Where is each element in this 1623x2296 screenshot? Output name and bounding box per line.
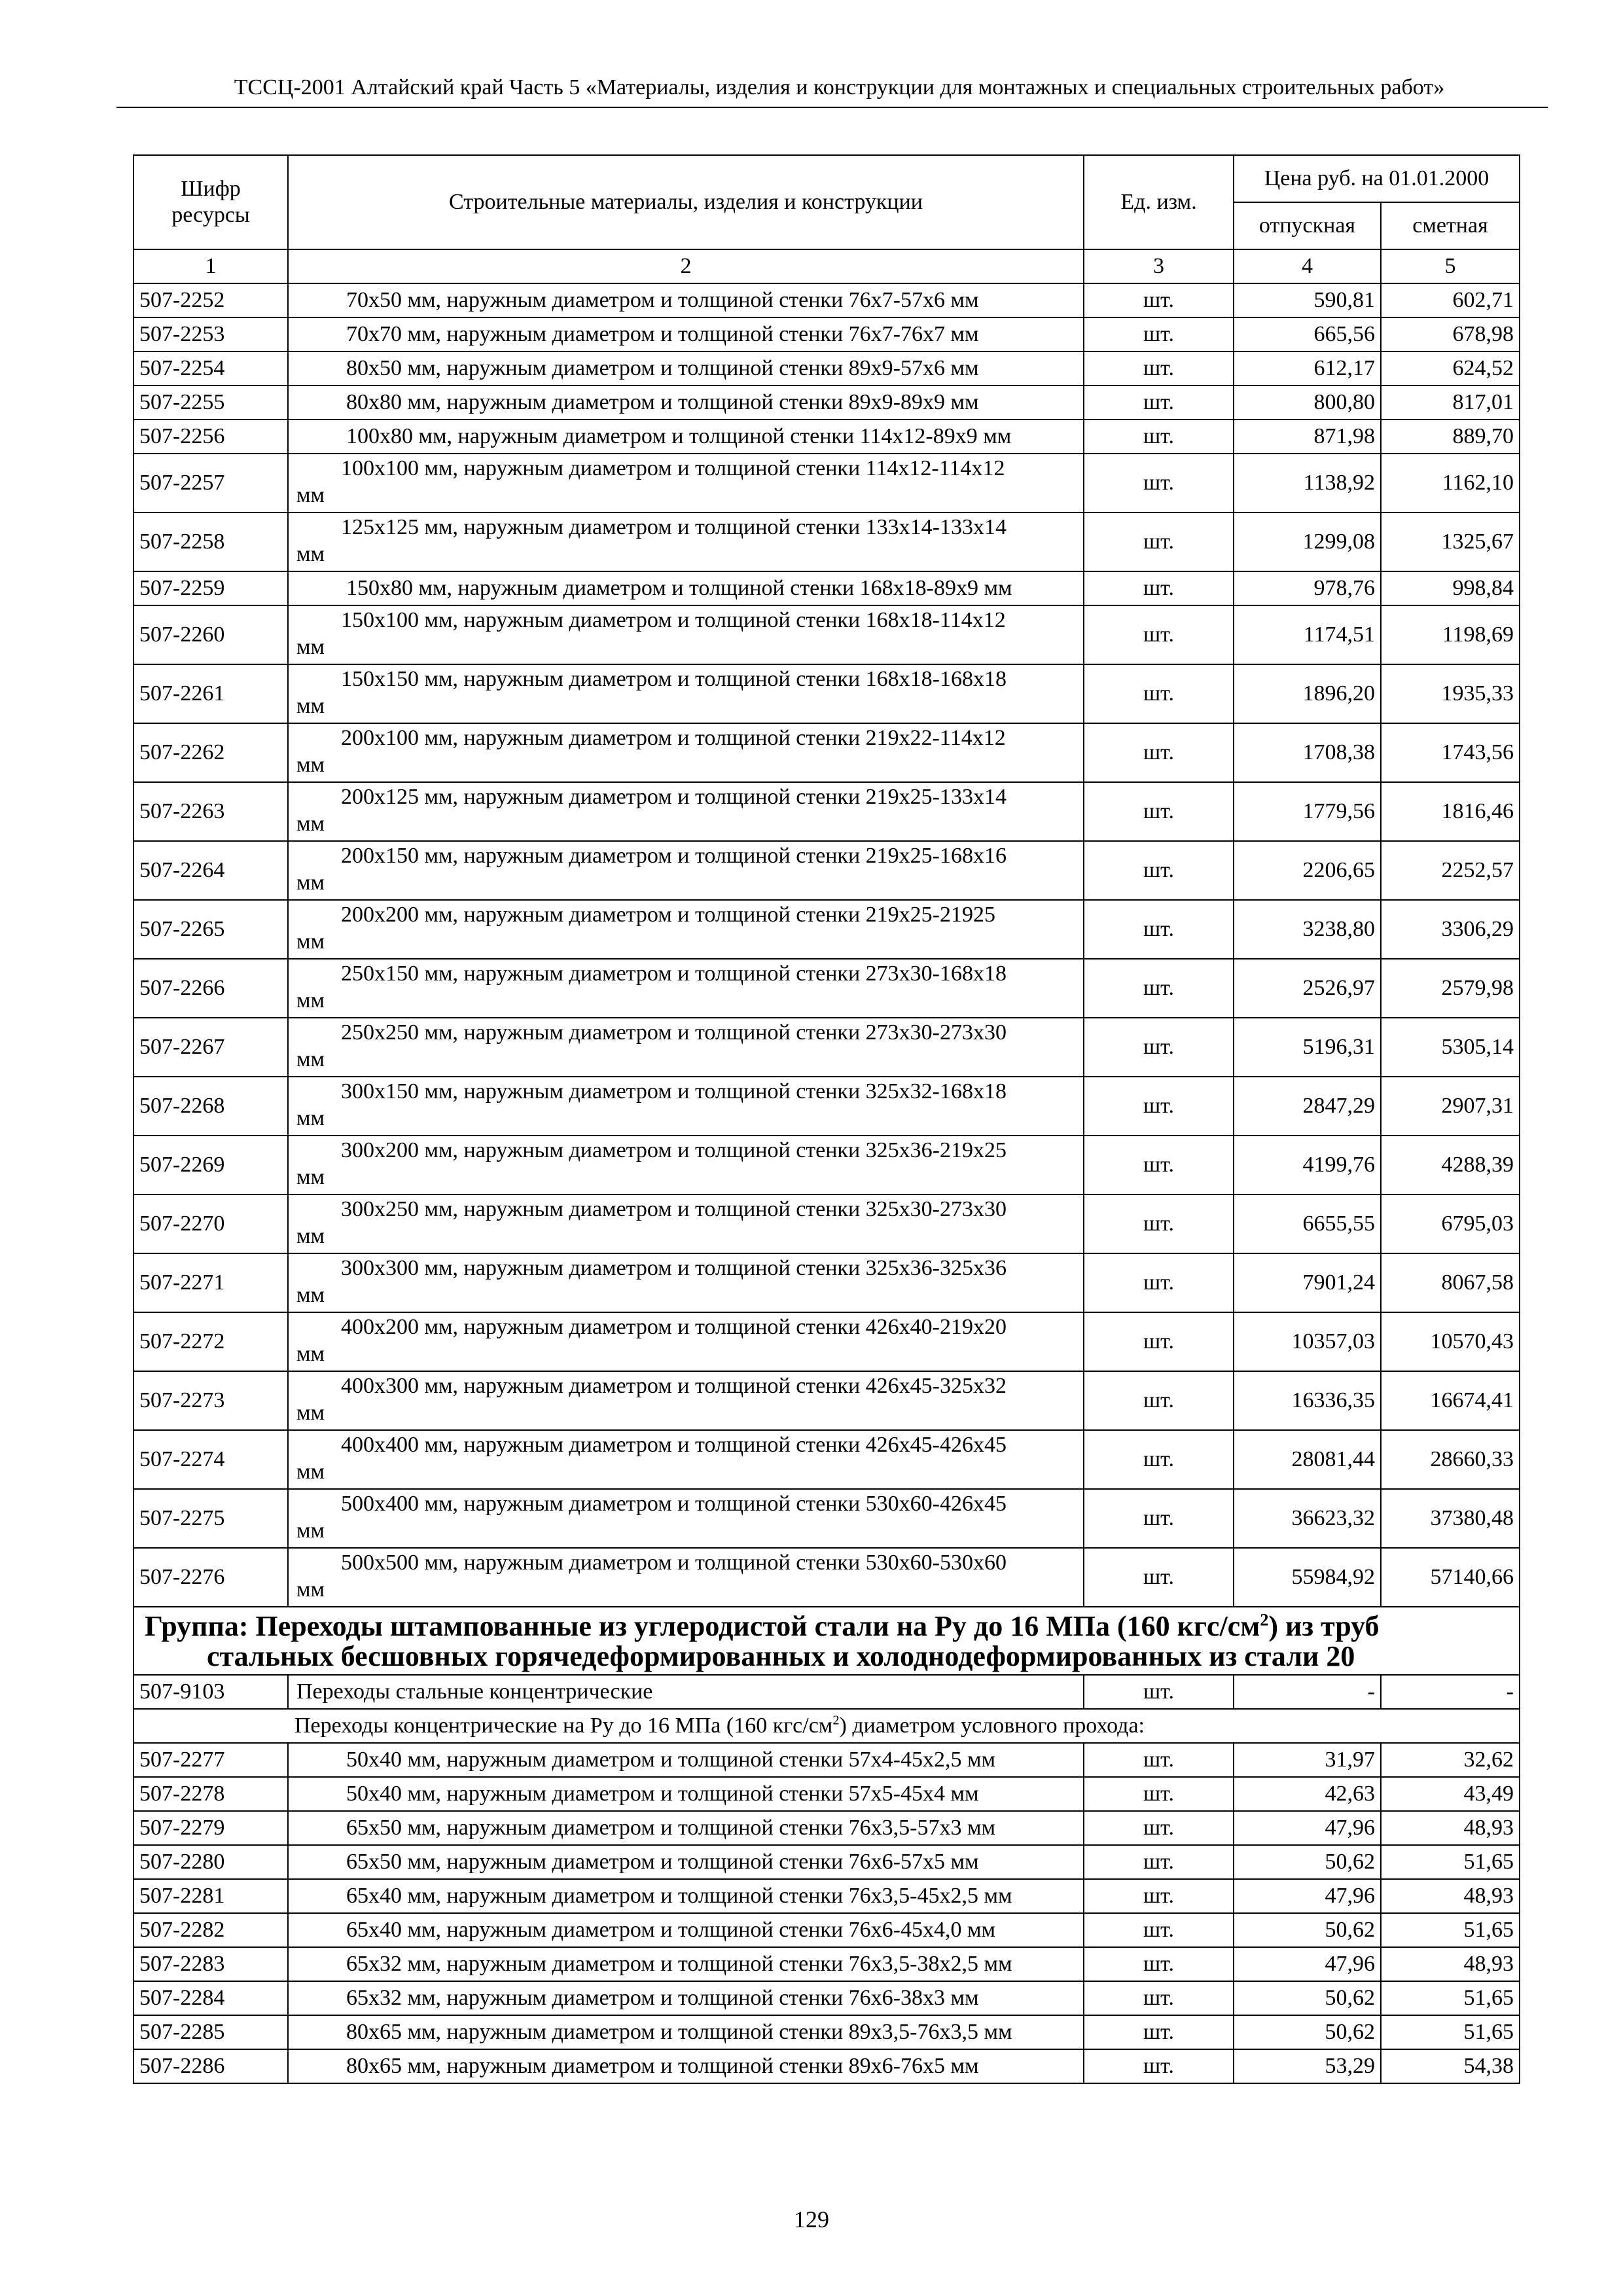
release-price: 6655,55 <box>1234 1194 1381 1253</box>
release-price: 612,17 <box>1234 351 1381 386</box>
item-description <box>288 454 1084 512</box>
item-description-line: 400х300 мм, наружным диаметром и толщиной стенки 426х45-325х32 <box>341 1374 1007 1398</box>
col-number: 2 <box>288 249 1084 283</box>
resource-code: 507-2258 <box>134 512 288 571</box>
release-price: 3238,80 <box>1234 900 1381 959</box>
estimate-price: 48,93 <box>1381 1811 1520 1845</box>
release-price: 31,97 <box>1234 1743 1381 1777</box>
release-price: 10357,03 <box>1234 1312 1381 1371</box>
item-description-unit: мм <box>296 1283 325 1307</box>
item-description-unit: мм <box>296 753 325 777</box>
resource-code: 507-2268 <box>134 1077 288 1136</box>
estimate-price: 2907,31 <box>1381 1077 1520 1136</box>
item-description-unit: мм <box>296 1224 325 1248</box>
table-head <box>134 155 1520 283</box>
estimate-price: 1935,33 <box>1381 664 1520 723</box>
resource-code: 507-2254 <box>134 351 288 386</box>
resource-code: 507-2266 <box>134 959 288 1018</box>
estimate-price: 37380,48 <box>1381 1489 1520 1548</box>
resource-code: 507-2256 <box>134 420 288 454</box>
item-description: 80х50 мм, наружным диаметром и толщиной стенки 89х9-57х6 мм <box>288 351 1084 386</box>
item-description <box>288 664 1084 723</box>
release-price: 55984,92 <box>1234 1548 1381 1607</box>
estimate-price: - <box>1381 1675 1520 1709</box>
table-row <box>134 959 1520 1018</box>
resource-code: 507-2261 <box>134 664 288 723</box>
group-heading-line-2: стальных бесшовных горячедеформированных и холоднодеформированных из стали 20 <box>207 1640 1355 1672</box>
table-row <box>134 571 1520 605</box>
table-row <box>134 841 1520 900</box>
release-price: 4199,76 <box>1234 1136 1381 1194</box>
group-heading-text: ) из труб <box>1268 1610 1380 1642</box>
estimate-price: 1162,10 <box>1381 454 1520 512</box>
estimate-price: 2579,98 <box>1381 959 1520 1018</box>
col-code-header: Шифр ресурсы <box>134 155 288 249</box>
item-description-line: 200х150 мм, наружным диаметром и толщиной стенки 219х25-168х16 <box>341 844 1007 868</box>
release-price: 7901,24 <box>1234 1253 1381 1312</box>
table-row <box>134 605 1520 664</box>
estimate-price: 51,65 <box>1381 1845 1520 1879</box>
item-description-unit: мм <box>296 1518 325 1543</box>
table-row <box>134 1018 1520 1077</box>
item-description-unit: мм <box>296 635 325 659</box>
col-release-price-header: отпускная <box>1234 202 1381 249</box>
item-description-unit: мм <box>296 1106 325 1130</box>
subheading-text: Переходы концентрические на Ру до 16 МПа (160 кгс/см <box>294 1713 833 1738</box>
item-description: 80х80 мм, наружным диаметром и толщиной стенки 89х9-89х9 мм <box>288 386 1084 420</box>
item-description-line: 200х125 мм, наружным диаметром и толщиной стенки 219х25-133х14 <box>341 785 1007 809</box>
estimate-price: 602,71 <box>1381 283 1520 317</box>
release-price: 47,96 <box>1234 1811 1381 1845</box>
item-description <box>288 1489 1084 1548</box>
item-description-line: 500х500 мм, наружным диаметром и толщиной стенки 530х60-530х60 <box>341 1551 1007 1575</box>
resource-code: 507-2260 <box>134 605 288 664</box>
item-description <box>288 1548 1084 1607</box>
table-row <box>134 1371 1520 1430</box>
release-price: 5196,31 <box>1234 1018 1381 1077</box>
resource-code: 507-2279 <box>134 1811 288 1845</box>
item-description: 50х40 мм, наружным диаметром и толщиной стенки 57х5-45х4 мм <box>288 1777 1084 1811</box>
table-row <box>134 1675 1520 1709</box>
subheading-text: ) диаметром условного прохода: <box>839 1713 1145 1738</box>
release-price: 665,56 <box>1234 317 1381 351</box>
table-row <box>134 782 1520 841</box>
table-row <box>134 1845 1520 1879</box>
table-row <box>134 1811 1520 1845</box>
table-row <box>134 1489 1520 1548</box>
release-price: 1138,92 <box>1234 454 1381 512</box>
release-price: 978,76 <box>1234 571 1381 605</box>
item-description-unit: мм <box>296 929 325 954</box>
table-row <box>134 420 1520 454</box>
col-name-header: Строительные материалы, изделия и конструкции <box>288 155 1084 249</box>
release-price: 1299,08 <box>1234 512 1381 571</box>
unit-of-measure: шт. <box>1084 386 1234 420</box>
item-description <box>288 605 1084 664</box>
resource-code: 507-2274 <box>134 1430 288 1489</box>
release-price: 50,62 <box>1234 1913 1381 1947</box>
item-description-line: 300х150 мм, наружным диаметром и толщиной стенки 325х32-168х18 <box>341 1079 1007 1103</box>
estimate-price: 3306,29 <box>1381 900 1520 959</box>
page-number: 129 <box>794 2206 829 2233</box>
release-price: 2206,65 <box>1234 841 1381 900</box>
table-row <box>134 1879 1520 1913</box>
table-body <box>134 283 1520 2083</box>
table-row <box>134 283 1520 317</box>
resource-code: 507-2257 <box>134 454 288 512</box>
table-row <box>134 1947 1520 1981</box>
unit-of-measure: шт. <box>1084 317 1234 351</box>
unit-of-measure: шт. <box>1084 1136 1234 1194</box>
resource-code: 507-2270 <box>134 1194 288 1253</box>
table-row <box>134 1913 1520 1947</box>
group-heading <box>134 1607 1520 1675</box>
table-row <box>134 1548 1520 1607</box>
item-description: 70х70 мм, наружным диаметром и толщиной стенки 76х7-76х7 мм <box>288 317 1084 351</box>
estimate-price: 57140,66 <box>1381 1548 1520 1607</box>
unit-of-measure: шт. <box>1084 512 1234 571</box>
release-price: 47,96 <box>1234 1947 1381 1981</box>
unit-of-measure: шт. <box>1084 283 1234 317</box>
release-price: 1896,20 <box>1234 664 1381 723</box>
col-estimate-price-header: сметная <box>1381 202 1520 249</box>
unit-of-measure: шт. <box>1084 664 1234 723</box>
resource-code: 507-2264 <box>134 841 288 900</box>
header-rule <box>116 107 1548 108</box>
resource-code: 507-2283 <box>134 1947 288 1981</box>
release-price: - <box>1234 1675 1381 1709</box>
table-row <box>134 1194 1520 1253</box>
estimate-price: 28660,33 <box>1381 1430 1520 1489</box>
estimate-price: 1325,67 <box>1381 512 1520 571</box>
table-row <box>134 1253 1520 1312</box>
estimate-price: 43,49 <box>1381 1777 1520 1811</box>
group-heading-row <box>134 1607 1520 1675</box>
table-row <box>134 664 1520 723</box>
item-description: 70х50 мм, наружным диаметром и толщиной стенки 76х7-57х6 мм <box>288 283 1084 317</box>
estimate-price: 8067,58 <box>1381 1253 1520 1312</box>
table-row <box>134 1743 1520 1777</box>
item-description: 65х40 мм, наружным диаметром и толщиной стенки 76х6-45х4,0 мм <box>288 1913 1084 1947</box>
item-description <box>288 1430 1084 1489</box>
resource-code: 507-2276 <box>134 1548 288 1607</box>
estimate-price: 51,65 <box>1381 1981 1520 2015</box>
unit-of-measure: шт. <box>1084 2015 1234 2049</box>
release-price: 42,63 <box>1234 1777 1381 1811</box>
item-description-line: 300х250 мм, наружным диаметром и толщиной стенки 325х30-273х30 <box>341 1197 1007 1221</box>
resource-code: 507-2285 <box>134 2015 288 2049</box>
item-description: 65х32 мм, наружным диаметром и толщиной стенки 76х3,5-38х2,5 мм <box>288 1947 1084 1981</box>
item-description-unit: мм <box>296 1401 325 1425</box>
item-description-line: 100х100 мм, наружным диаметром и толщиной стенки 114х12-114х12 <box>341 456 1005 480</box>
unit-of-measure: шт. <box>1084 1018 1234 1077</box>
item-description: 65х40 мм, наружным диаметром и толщиной стенки 76х3,5-45х2,5 мм <box>288 1879 1084 1913</box>
unit-of-measure: шт. <box>1084 1981 1234 2015</box>
item-description-line: 500х400 мм, наружным диаметром и толщиной стенки 530х60-426х45 <box>341 1492 1007 1516</box>
item-description <box>288 512 1084 571</box>
item-description-line: 200х200 мм, наружным диаметром и толщиной стенки 219х25-21925 <box>341 903 995 927</box>
item-description: 80х65 мм, наружным диаметром и толщиной стенки 89х3,5-76х3,5 мм <box>288 2015 1084 2049</box>
item-description-line: 200х100 мм, наружным диаметром и толщиной стенки 219х22-114х12 <box>341 726 1006 750</box>
unit-of-measure: шт. <box>1084 782 1234 841</box>
running-header: ТССЦ-2001 Алтайский край Часть 5 «Материалы, изделия и конструкции для монтажных и специальных строительных работ» <box>234 75 1445 99</box>
estimate-price: 1816,46 <box>1381 782 1520 841</box>
release-price: 1779,56 <box>1234 782 1381 841</box>
estimate-price: 1743,56 <box>1381 723 1520 782</box>
item-description-unit: мм <box>296 1047 325 1071</box>
unit-of-measure: шт. <box>1084 1371 1234 1430</box>
resource-code: 507-2269 <box>134 1136 288 1194</box>
table-row <box>134 2049 1520 2083</box>
item-description <box>288 1253 1084 1312</box>
resource-code: 507-2255 <box>134 386 288 420</box>
item-description: 80х65 мм, наружным диаметром и толщиной стенки 89х6-76х5 мм <box>288 2049 1084 2083</box>
col-number: 4 <box>1234 249 1381 283</box>
item-description-line: 125х125 мм, наружным диаметром и толщиной стенки 133х14-133х14 <box>341 515 1007 539</box>
resource-code: 507-2277 <box>134 1743 288 1777</box>
group-heading-text: Группа: Переходы штампованные из углеродистой стали на Ру до 16 МПа (160 кгс/см <box>145 1610 1260 1642</box>
table-row <box>134 1312 1520 1371</box>
item-description <box>288 782 1084 841</box>
resource-code: 507-2263 <box>134 782 288 841</box>
table-row <box>134 1777 1520 1811</box>
table-row <box>134 1077 1520 1136</box>
unit-of-measure: шт. <box>1084 2049 1234 2083</box>
item-description: 100х80 мм, наружным диаметром и толщиной стенки 114х12-89х9 мм <box>288 420 1084 454</box>
table-row <box>134 317 1520 351</box>
release-price: 2847,29 <box>1234 1077 1381 1136</box>
item-description <box>288 1018 1084 1077</box>
item-description: 50х40 мм, наружным диаметром и толщиной стенки 57х4-45х2,5 мм <box>288 1743 1084 1777</box>
item-description <box>288 1077 1084 1136</box>
subheading-row <box>134 1709 1520 1743</box>
item-description-line: 250х250 мм, наружным диаметром и толщиной стенки 273х30-273х30 <box>341 1020 1007 1045</box>
superscript: 2 <box>832 1713 840 1728</box>
estimate-price: 48,93 <box>1381 1879 1520 1913</box>
estimate-price: 54,38 <box>1381 2049 1520 2083</box>
item-description <box>288 959 1084 1018</box>
resource-code: 507-2253 <box>134 317 288 351</box>
estimate-price: 10570,43 <box>1381 1312 1520 1371</box>
item-description-line: 150х150 мм, наружным диаметром и толщиной стенки 168х18-168х18 <box>341 667 1007 691</box>
item-description <box>288 900 1084 959</box>
item-description: Переходы стальные концентрические <box>288 1675 1084 1709</box>
item-description-unit: мм <box>296 542 325 566</box>
release-price: 47,96 <box>1234 1879 1381 1913</box>
table-row <box>134 1136 1520 1194</box>
release-price: 2526,97 <box>1234 959 1381 1018</box>
resource-code: 507-2259 <box>134 571 288 605</box>
release-price: 50,62 <box>1234 1845 1381 1879</box>
item-description-line: 300х300 мм, наружным диаметром и толщиной стенки 325х36-325х36 <box>341 1256 1007 1280</box>
item-description <box>288 1312 1084 1371</box>
release-price: 1174,51 <box>1234 605 1381 664</box>
unit-of-measure: шт. <box>1084 1743 1234 1777</box>
estimate-price: 6795,03 <box>1381 1194 1520 1253</box>
item-description <box>288 1194 1084 1253</box>
item-description: 65х32 мм, наружным диаметром и толщиной стенки 76х6-38х3 мм <box>288 1981 1084 2015</box>
table-row <box>134 512 1520 571</box>
unit-of-measure: шт. <box>1084 1675 1234 1709</box>
item-description-unit: мм <box>296 1165 325 1189</box>
col-number: 3 <box>1084 249 1234 283</box>
release-price: 28081,44 <box>1234 1430 1381 1489</box>
release-price: 50,62 <box>1234 2015 1381 2049</box>
estimate-price: 4288,39 <box>1381 1136 1520 1194</box>
release-price: 36623,32 <box>1234 1489 1381 1548</box>
release-price: 16336,35 <box>1234 1371 1381 1430</box>
unit-of-measure: шт. <box>1084 1947 1234 1981</box>
col-number: 1 <box>134 249 288 283</box>
unit-of-measure: шт. <box>1084 841 1234 900</box>
item-description-unit: мм <box>296 694 325 718</box>
resource-code: 507-2271 <box>134 1253 288 1312</box>
release-price: 590,81 <box>1234 283 1381 317</box>
item-description <box>288 723 1084 782</box>
unit-of-measure: шт. <box>1084 351 1234 386</box>
resource-code: 507-2278 <box>134 1777 288 1811</box>
estimate-price: 889,70 <box>1381 420 1520 454</box>
item-description <box>288 1371 1084 1430</box>
unit-of-measure: шт. <box>1084 1430 1234 1489</box>
resource-code: 507-9103 <box>134 1675 288 1709</box>
item-description-unit: мм <box>296 483 325 507</box>
table-row <box>134 1430 1520 1489</box>
release-price: 53,29 <box>1234 2049 1381 2083</box>
resource-code: 507-2281 <box>134 1879 288 1913</box>
estimate-price: 817,01 <box>1381 386 1520 420</box>
item-description: 150х80 мм, наружным диаметром и толщиной стенки 168х18-89х9 мм <box>288 571 1084 605</box>
unit-of-measure: шт. <box>1084 1879 1234 1913</box>
item-description-unit: мм <box>296 1460 325 1484</box>
item-description: 65х50 мм, наружным диаметром и толщиной стенки 76х6-57х5 мм <box>288 1845 1084 1879</box>
unit-of-measure: шт. <box>1084 1077 1234 1136</box>
estimate-price: 678,98 <box>1381 317 1520 351</box>
estimate-price: 624,52 <box>1381 351 1520 386</box>
unit-of-measure: шт. <box>1084 959 1234 1018</box>
unit-of-measure: шт. <box>1084 1845 1234 1879</box>
resource-code: 507-2280 <box>134 1845 288 1879</box>
table-row <box>134 900 1520 959</box>
unit-of-measure: шт. <box>1084 1194 1234 1253</box>
superscript: 2 <box>1260 1609 1269 1630</box>
estimate-price: 998,84 <box>1381 571 1520 605</box>
table-row <box>134 351 1520 386</box>
table-row <box>134 386 1520 420</box>
estimate-price: 5305,14 <box>1381 1018 1520 1077</box>
col-price-header: Цена руб. на 01.01.2000 <box>1234 155 1520 202</box>
col-number: 5 <box>1381 249 1520 283</box>
unit-of-measure: шт. <box>1084 1777 1234 1811</box>
release-price: 800,80 <box>1234 386 1381 420</box>
item-description-line: 400х400 мм, наружным диаметром и толщиной стенки 426х45-426х45 <box>341 1433 1007 1457</box>
unit-of-measure: шт. <box>1084 1811 1234 1845</box>
unit-of-measure: шт. <box>1084 1548 1234 1607</box>
subheading <box>134 1709 1520 1743</box>
item-description-line: 150х100 мм, наружным диаметром и толщиной стенки 168х18-114х12 <box>341 608 1006 632</box>
estimate-price: 16674,41 <box>1381 1371 1520 1430</box>
estimate-price: 51,65 <box>1381 2015 1520 2049</box>
table-row <box>134 723 1520 782</box>
resource-code: 507-2282 <box>134 1913 288 1947</box>
unit-of-measure: шт. <box>1084 420 1234 454</box>
resource-code: 507-2273 <box>134 1371 288 1430</box>
resource-code: 507-2267 <box>134 1018 288 1077</box>
unit-of-measure: шт. <box>1084 1312 1234 1371</box>
item-description: 65х50 мм, наружным диаметром и толщиной стенки 76х3,5-57х3 мм <box>288 1811 1084 1845</box>
price-table <box>133 154 1520 2084</box>
item-description-line: 250х150 мм, наружным диаметром и толщиной стенки 273х30-168х18 <box>341 961 1007 986</box>
estimate-price: 48,93 <box>1381 1947 1520 1981</box>
unit-of-measure: шт. <box>1084 1489 1234 1548</box>
estimate-price: 1198,69 <box>1381 605 1520 664</box>
item-description-unit: мм <box>296 1577 325 1602</box>
estimate-price: 32,62 <box>1381 1743 1520 1777</box>
resource-code: 507-2252 <box>134 283 288 317</box>
item-description-unit: мм <box>296 870 325 895</box>
unit-of-measure: шт. <box>1084 454 1234 512</box>
resource-code: 507-2284 <box>134 1981 288 2015</box>
release-price: 1708,38 <box>1234 723 1381 782</box>
release-price: 871,98 <box>1234 420 1381 454</box>
unit-of-measure: шт. <box>1084 723 1234 782</box>
unit-of-measure: шт. <box>1084 605 1234 664</box>
estimate-price: 51,65 <box>1381 1913 1520 1947</box>
table-row <box>134 1981 1520 2015</box>
item-description-line: 300х200 мм, наружным диаметром и толщиной стенки 325х36-219х25 <box>341 1138 1007 1162</box>
unit-of-measure: шт. <box>1084 1913 1234 1947</box>
release-price: 50,62 <box>1234 1981 1381 2015</box>
item-description <box>288 841 1084 900</box>
resource-code: 507-2262 <box>134 723 288 782</box>
estimate-price: 2252,57 <box>1381 841 1520 900</box>
group-heading-line <box>145 1610 1380 1642</box>
item-description-unit: мм <box>296 988 325 1013</box>
item-description-line: 400х200 мм, наружным диаметром и толщиной стенки 426х40-219х20 <box>341 1315 1007 1339</box>
resource-code: 507-2265 <box>134 900 288 959</box>
item-description-unit: мм <box>296 812 325 836</box>
table-row <box>134 454 1520 512</box>
resource-code: 507-2272 <box>134 1312 288 1371</box>
item-description-unit: мм <box>296 1342 325 1366</box>
column-number-row <box>134 249 1520 283</box>
resource-code: 507-2286 <box>134 2049 288 2083</box>
unit-of-measure: шт. <box>1084 571 1234 605</box>
resource-code: 507-2275 <box>134 1489 288 1548</box>
table-row <box>134 2015 1520 2049</box>
unit-of-measure: шт. <box>1084 1253 1234 1312</box>
col-unit-header: Ед. изм. <box>1084 155 1234 249</box>
unit-of-measure: шт. <box>1084 900 1234 959</box>
item-description <box>288 1136 1084 1194</box>
